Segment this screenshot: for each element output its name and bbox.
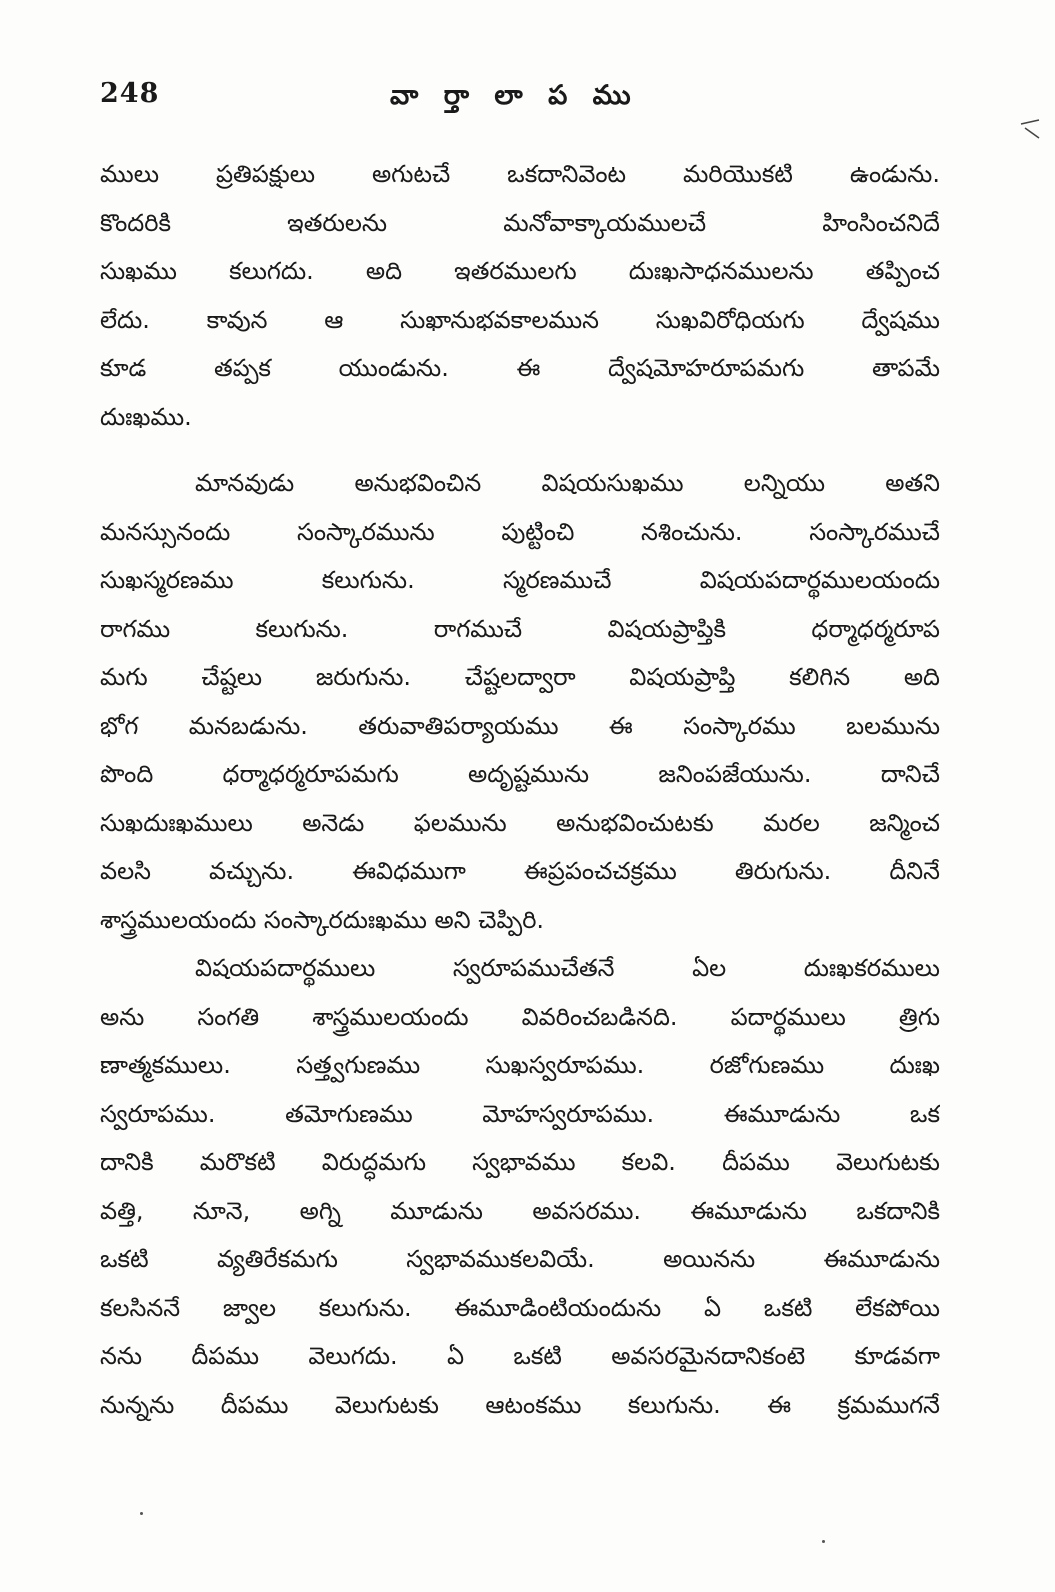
page-number: 248: [100, 78, 160, 109]
text-line: లేదు. కావున ఆ సుఖానుభవకాలమున సుఖవిరోధియగు ద్వేషము: [100, 305, 940, 334]
text-line: కూడ తప్పక యుండును. ఈ ద్వేషమోహరూపమగు తాపమే: [100, 354, 940, 382]
text-line: మనస్సునందు సంస్కారమును పుట్టించి నశించును. సంస్కారముచే: [100, 517, 940, 546]
text-line: పొంది ధర్మాధర్మరూపమగు అదృష్టమును జనింపజేయును. దానిచే: [100, 760, 940, 788]
scan-speck: [140, 1512, 143, 1515]
text-line: ణాత్మకములు. సత్త్వగుణము సుఖస్వరూపము. రజోగుణము దుఃఖ: [100, 1051, 940, 1079]
text-line: సుఖము కలుగదు. అది ఇతరములగు దుఃఖసాధనములను తప్పించ: [100, 257, 940, 285]
body-text: [100, 150, 940, 1429]
text-line: సుఖదుఃఖములు అనెడు ఫలమును అనుభవించుటకు మరల జన్మించ: [100, 808, 940, 837]
text-line: వలసి వచ్చును. ఈవిధముగా ఈప్రపంచచక్రము తిరుగును. దీనినే: [100, 857, 940, 885]
paragraph: [100, 459, 940, 944]
text-line: సుఖస్మరణము కలుగును. స్మరణముచే విషయపదార్థములయందు: [100, 566, 940, 594]
running-head: [100, 78, 940, 122]
text-line: మానవుడు అనుభవించిన విషయసుఖము లన్నియు అతని: [195, 469, 940, 497]
text-line: నున్నను దీపము వెలుగుటకు ఆటంకము కలుగును. ఈ క్రమముగనే: [100, 1390, 940, 1419]
text-line: భోగ మనబడును. తరువాతిపర్యాయము ఈ సంస్కారము బలమును: [100, 711, 940, 740]
text-line: అను సంగతి శాస్త్రములయందు వివరించబడినది. పదార్థములు త్రిగు: [100, 1002, 940, 1031]
text-line: శాస్త్రములయందు సంస్కారదుఃఖము అని చెప్పిరి.: [100, 905, 545, 934]
text-line: ఒకటి వ్యతిరేకమగు స్వభావముకలవియే. అయినను ఈమూడును: [100, 1245, 940, 1273]
text-line: దుఃఖము.: [100, 402, 192, 431]
paragraph: [100, 944, 940, 1429]
text-line: స్వరూపము. తమోగుణము మోహస్వరూపము. ఈమూడును ఒక: [100, 1099, 940, 1128]
text-line: నను దీపము వెలుగదు. ఏ ఒకటి అవసరమైనదానికంటె కూడవగా: [100, 1342, 940, 1370]
text-line: విషయపదార్థములు స్వరూపముచేతనే ఏల దుఃఖకరములు: [195, 954, 940, 982]
text-line: కొందరికి ఇతరులను మనోవాక్కాయములచే హింసించనిదే: [100, 208, 940, 237]
text-line: వత్తి, నూనె, అగ్ని మూడును అవసరము. ఈమూడును ఒకదానికి: [100, 1196, 940, 1225]
scan-speck: [822, 1540, 825, 1543]
text-line: రాగము కలుగును. రాగముచే విషయప్రాప్తికి ధర్మాధర్మరూప: [100, 614, 940, 643]
paragraph: [100, 150, 940, 441]
page-header-title: వా ర్తా లా ప ము: [390, 80, 639, 111]
paragraph-gap: [100, 441, 940, 459]
margin-scan-mark: [1019, 118, 1041, 140]
text-line: ములు ప్రతిపక్షులు అగుటచే ఒకదానివెంట మరియొకటి ఉండును.: [100, 160, 940, 188]
text-line: దానికి మరొకటి విరుద్ధమగు స్వభావము కలవి. దీపము వెలుగుటకు: [100, 1148, 940, 1176]
text-line: కలసిననే జ్వాల కలుగును. ఈమూడింటియందును ఏ ఒకటి లేకపోయి: [100, 1293, 940, 1322]
text-line: మగు చేష్టలు జరుగును. చేష్టలద్వారా విషయప్రాప్తి కలిగిన అది: [100, 663, 940, 691]
